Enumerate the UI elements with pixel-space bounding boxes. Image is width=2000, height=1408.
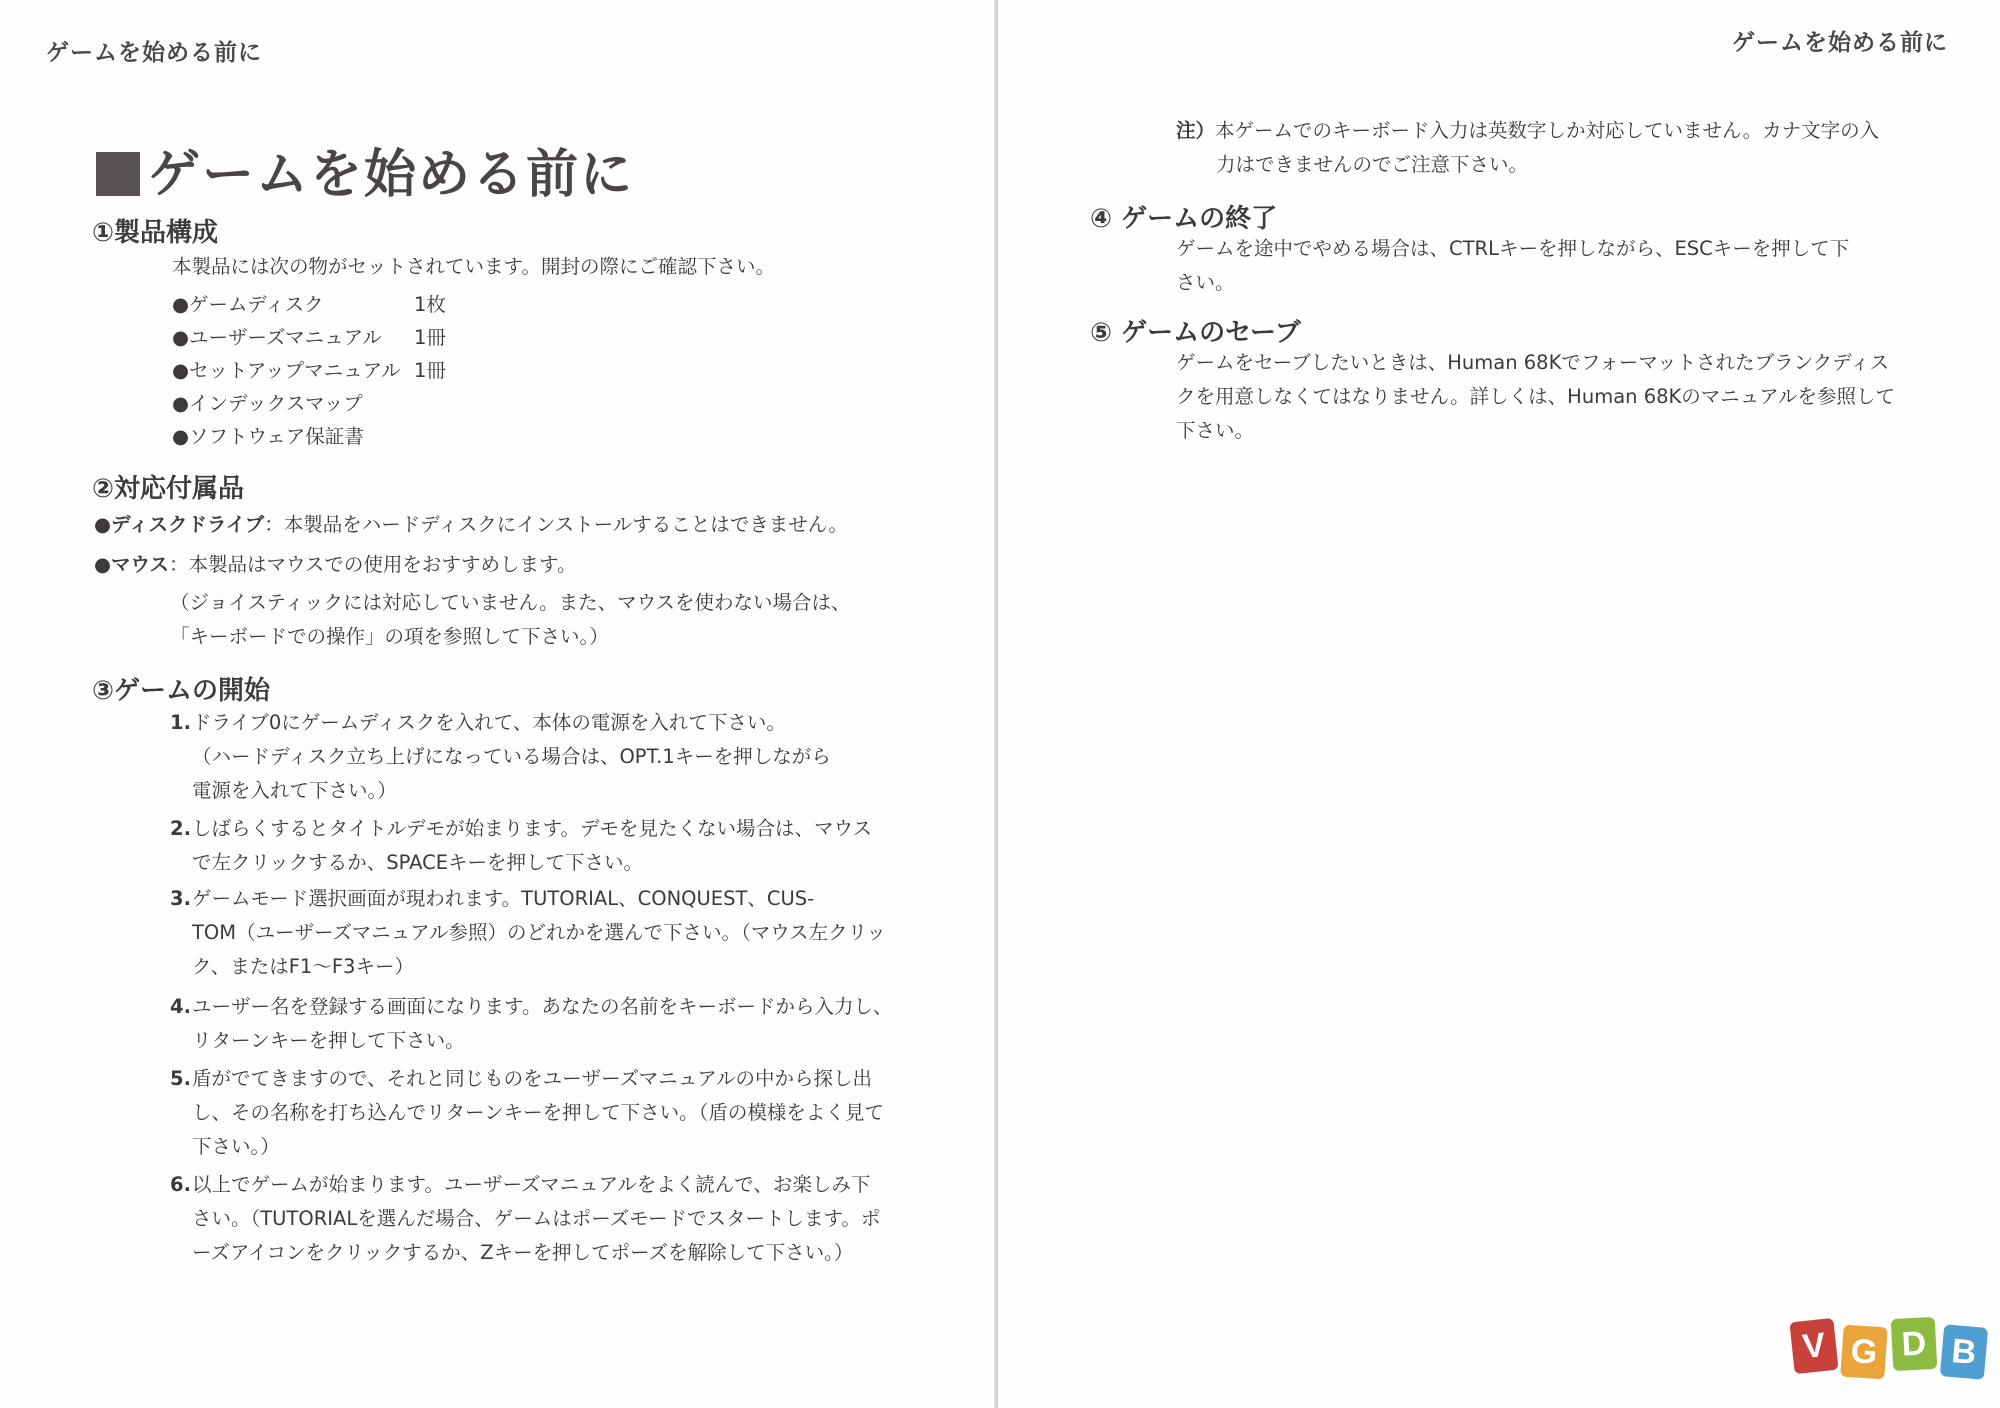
step-line: ク、またはF1～F3キー）	[192, 955, 414, 978]
step-number: 5.	[170, 1067, 191, 1090]
right-page	[998, 0, 2000, 1408]
step-4	[170, 990, 930, 1058]
item-name: ●ソフトウェア保証書	[172, 425, 364, 448]
section1-heading: ①製品構成	[92, 218, 219, 248]
step-6	[170, 1168, 930, 1270]
step-line: し、その名称を打ち込んでリターンキーを押して下さい。（盾の模様をよく見て	[192, 1101, 884, 1124]
disk-drive-text: ：本製品をハードディスクにインストールすることはできません。	[264, 513, 848, 536]
step-line: リターンキーを押して下さい。	[192, 1029, 465, 1052]
step-line: （ハードディスク立ち上げになっている場合は、OPT.1キーを押しながら	[192, 745, 831, 768]
mouse-note-line2: 「キーボードでの操作」の項を参照して下さい。）	[170, 625, 609, 648]
item-name: ●セットアップマニュアル	[172, 359, 401, 382]
left-page	[0, 0, 996, 1408]
disk-drive-line	[94, 508, 848, 542]
item-name: ●ゲームディスク	[172, 293, 324, 316]
step-number: 3.	[170, 887, 191, 910]
step-line: しばらくするとタイトルデモが始まります。デモを見たくない場合は、マウス	[192, 817, 872, 840]
step-3	[170, 882, 930, 984]
section5-line2: クを用意しなくてはなりません。詳しくは、Human 68Kのマニュアルを参照して	[1176, 385, 1896, 408]
page-title	[96, 132, 634, 207]
running-head-right: ゲームを始める前に	[1732, 30, 1948, 56]
step-line: 以上でゲームが始まります。ユーザーズマニュアルをよく読んで、お楽しみ下	[192, 1173, 871, 1196]
mouse-line	[94, 548, 577, 582]
keyboard-note	[1176, 114, 1956, 182]
section4-heading: ④ ゲームの終了	[1090, 204, 1278, 234]
logo-letter-g: G	[1840, 1325, 1888, 1380]
section5-line3: 下さい。	[1176, 419, 1255, 442]
logo-letter-v: V	[1789, 1318, 1838, 1374]
section4-line1: ゲームを途中でやめる場合は、CTRLキーを押しながら、ESCキーを押して下	[1176, 237, 1850, 260]
step-number: 6.	[170, 1173, 191, 1196]
section2-heading: ②対応付属品	[92, 474, 245, 504]
step-line: ーズアイコンをクリックするか、Zキーを押してポーズを解除して下さい。）	[192, 1241, 854, 1264]
note-line1: 本ゲームでのキーボード入力は英数字しか対応していません。カナ文字の入	[1215, 119, 1880, 142]
note-line2: 力はできませんのでご注意下さい。	[1216, 153, 1529, 176]
step-line: 盾がでてきますので、それと同じものをユーザーズマニュアルの中から探し出	[192, 1067, 872, 1090]
list-item	[172, 420, 414, 454]
section3-heading: ③ゲームの開始	[92, 676, 271, 706]
running-head-left: ゲームを始める前に	[46, 40, 262, 66]
vgdb-logo	[1792, 1320, 1992, 1380]
list-item	[172, 354, 446, 388]
item-name: ●ユーザーズマニュアル	[172, 326, 382, 349]
step-line: ドライブ0にゲームディスクを入れて、本体の電源を入れて下さい。	[192, 711, 786, 734]
logo-letter-d: D	[1891, 1317, 1938, 1371]
section5-line1: ゲームをセーブしたいときは、Human 68Kでフォーマットされたブランクディス	[1176, 351, 1890, 374]
section1-intro: 本製品には次の物がセットされています。開封の際にご確認下さい。	[172, 255, 775, 278]
step-number: 1.	[170, 711, 191, 734]
step-line: TOM（ユーザーズマニュアル参照）のどれかを選んで下さい。（マウス左クリッ	[192, 921, 886, 944]
step-line: 電源を入れて下さい。）	[192, 779, 397, 802]
item-qty: 1枚	[414, 293, 446, 316]
step-line: さい。（TUTORIALを選んだ場合、ゲームはポーズモードでスタートします。ポ	[192, 1207, 881, 1230]
logo-letter-b: B	[1940, 1324, 1988, 1380]
section5-heading: ⑤ ゲームのセーブ	[1090, 318, 1301, 348]
step-5	[170, 1062, 930, 1164]
step-line: ゲームモード選択画面が現われます。TUTORIAL、CONQUEST、CUS-	[192, 887, 815, 910]
step-number: 2.	[170, 817, 191, 840]
list-item	[172, 321, 446, 355]
list-item	[172, 288, 446, 322]
list-item	[172, 387, 414, 421]
item-qty: 1冊	[414, 326, 446, 349]
step-line: ユーザー名を登録する画面になります。あなたの名前をキーボードから入力し、	[192, 995, 893, 1018]
square-bullet-icon	[96, 152, 140, 196]
step-number: 4.	[170, 995, 191, 1018]
step-line: で左クリックするか、SPACEキーを押して下さい。	[192, 851, 644, 874]
mouse-label: ●マウス	[94, 553, 169, 576]
disk-drive-label: ●ディスクドライブ	[94, 513, 265, 536]
step-2	[170, 812, 930, 880]
mouse-note-line1: （ジョイスティックには対応していません。また、マウスを使わない場合は、	[170, 591, 851, 614]
step-1	[170, 706, 930, 808]
page-title-text: ゲームを始める前に	[148, 145, 635, 205]
item-qty: 1冊	[414, 359, 446, 382]
step-line: 下さい。）	[192, 1135, 280, 1158]
mouse-text: ：本製品はマウスでの使用をおすすめします。	[168, 553, 577, 576]
item-name: ●インデックスマップ	[172, 392, 363, 415]
note-label: 注）	[1176, 119, 1216, 142]
section4-line2: さい。	[1176, 271, 1235, 294]
